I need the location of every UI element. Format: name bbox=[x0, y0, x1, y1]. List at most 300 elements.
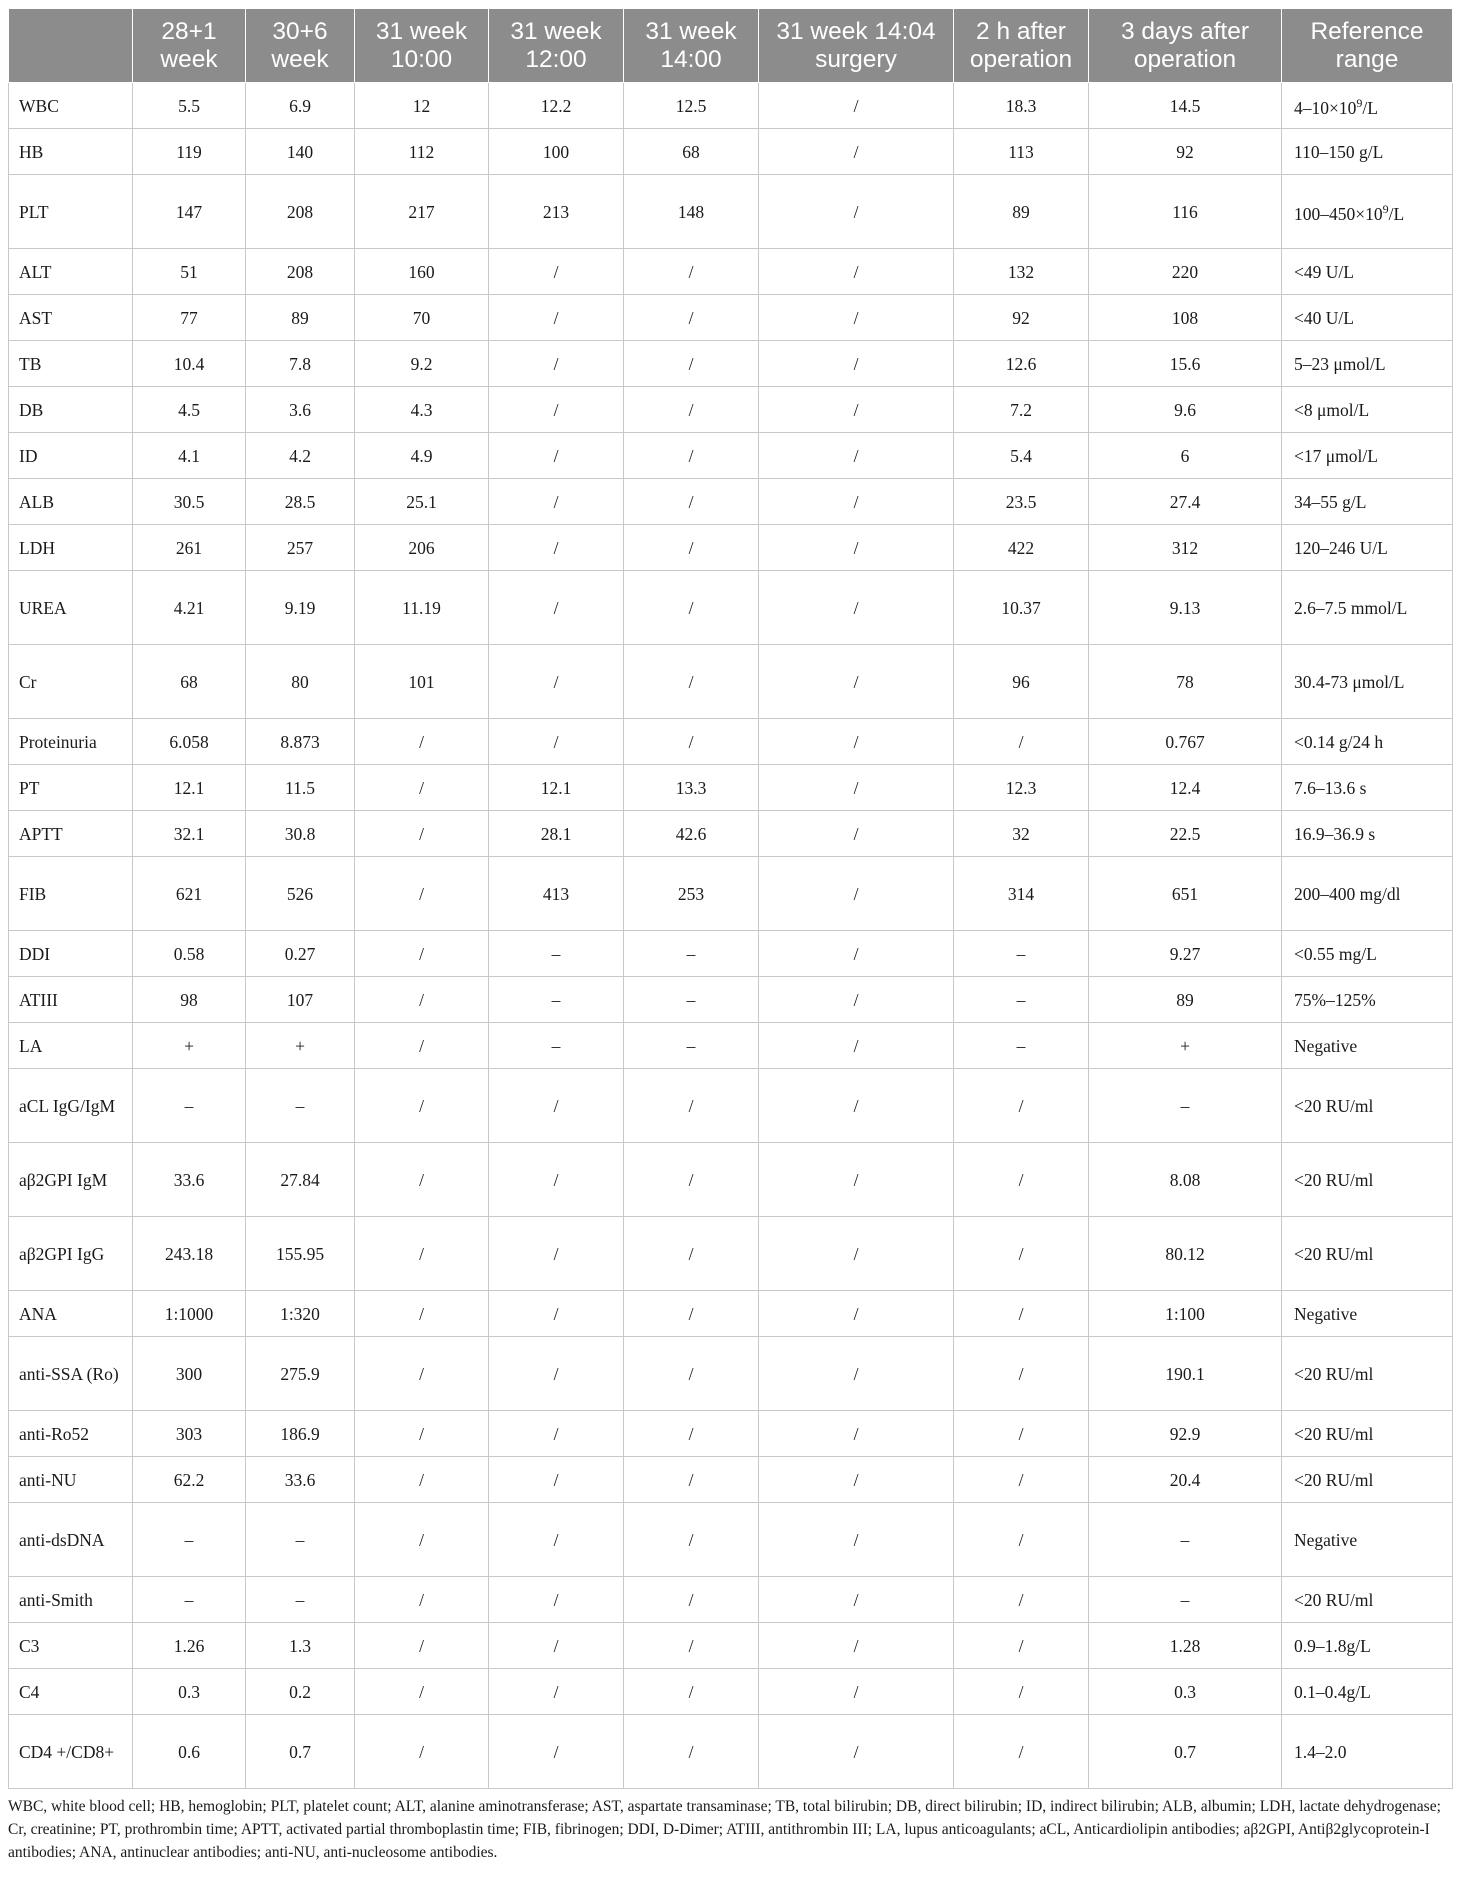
table-cell: / bbox=[489, 571, 624, 645]
table-cell: 243.18 bbox=[133, 1217, 246, 1291]
row-label: WBC bbox=[9, 83, 133, 129]
table-cell: / bbox=[355, 1623, 489, 1669]
table-cell: 12.1 bbox=[133, 765, 246, 811]
table-cell: / bbox=[355, 1457, 489, 1503]
table-cell: – bbox=[489, 1023, 624, 1069]
table-cell: 0.2 bbox=[246, 1669, 355, 1715]
column-header: 28+1 week bbox=[133, 9, 246, 83]
table-row bbox=[9, 571, 1453, 645]
table-cell: – bbox=[1089, 1577, 1282, 1623]
table-cell: 8.873 bbox=[246, 719, 355, 765]
table-cell: / bbox=[759, 1023, 954, 1069]
reference-range-text: 200–400 mg/dl bbox=[1294, 883, 1401, 904]
table-cell: 160 bbox=[355, 249, 489, 295]
table-cell: / bbox=[489, 295, 624, 341]
reference-range-cell bbox=[1282, 1715, 1453, 1789]
table-cell: / bbox=[759, 1457, 954, 1503]
table-cell: / bbox=[355, 1337, 489, 1411]
table-cell: / bbox=[489, 1457, 624, 1503]
table-row bbox=[9, 525, 1453, 571]
table-cell: 89 bbox=[246, 295, 355, 341]
table-row bbox=[9, 1577, 1453, 1623]
table-cell: / bbox=[759, 1291, 954, 1337]
reference-range-text: <0.55 mg/L bbox=[1294, 943, 1377, 964]
table-cell: 27.4 bbox=[1089, 479, 1282, 525]
table-cell: / bbox=[624, 1411, 759, 1457]
table-cell: / bbox=[624, 341, 759, 387]
table-cell: 147 bbox=[133, 175, 246, 249]
reference-range-text: 4–10×10 bbox=[1294, 98, 1357, 118]
table-cell: – bbox=[954, 931, 1089, 977]
table-cell: / bbox=[954, 1411, 1089, 1457]
table-cell: / bbox=[759, 341, 954, 387]
table-cell: 140 bbox=[246, 129, 355, 175]
row-label: C4 bbox=[9, 1669, 133, 1715]
table-cell: / bbox=[624, 1143, 759, 1217]
table-cell: 32.1 bbox=[133, 811, 246, 857]
table-cell: / bbox=[489, 479, 624, 525]
table-cell: – bbox=[246, 1069, 355, 1143]
table-cell: / bbox=[355, 1069, 489, 1143]
table-cell: 7.2 bbox=[954, 387, 1089, 433]
reference-range-exponent: 9 bbox=[1382, 202, 1389, 216]
table-cell: / bbox=[489, 525, 624, 571]
reference-range-text: 1.4–2.0 bbox=[1294, 1741, 1347, 1762]
table-cell: / bbox=[489, 387, 624, 433]
table-row bbox=[9, 1337, 1453, 1411]
reference-range-cell bbox=[1282, 83, 1453, 129]
table-cell: + bbox=[1089, 1023, 1282, 1069]
table-cell: / bbox=[759, 433, 954, 479]
column-header: 2 h after operation bbox=[954, 9, 1089, 83]
table-cell: 148 bbox=[624, 175, 759, 249]
table-cell: 116 bbox=[1089, 175, 1282, 249]
table-cell: / bbox=[489, 1291, 624, 1337]
reference-range-text: 7.6–13.6 s bbox=[1294, 777, 1367, 798]
table-cell: 5.5 bbox=[133, 83, 246, 129]
table-cell: / bbox=[954, 1143, 1089, 1217]
reference-range-text: <20 RU/ml bbox=[1294, 1095, 1374, 1116]
reference-range-unit: /L bbox=[1362, 98, 1378, 118]
table-cell: – bbox=[489, 977, 624, 1023]
table-cell: – bbox=[1089, 1069, 1282, 1143]
table-cell: 208 bbox=[246, 249, 355, 295]
table-row bbox=[9, 719, 1453, 765]
table-cell: / bbox=[954, 1715, 1089, 1789]
table-cell: 51 bbox=[133, 249, 246, 295]
table-cell: 18.3 bbox=[954, 83, 1089, 129]
column-header-blank bbox=[9, 9, 133, 83]
table-cell: 253 bbox=[624, 857, 759, 931]
row-label: anti-Smith bbox=[9, 1577, 133, 1623]
table-cell: 275.9 bbox=[246, 1337, 355, 1411]
table-cell: 12.2 bbox=[489, 83, 624, 129]
table-cell: 4.9 bbox=[355, 433, 489, 479]
row-label: TB bbox=[9, 341, 133, 387]
reference-range-text: Negative bbox=[1294, 1303, 1358, 1324]
table-row bbox=[9, 1457, 1453, 1503]
table-cell: 12.4 bbox=[1089, 765, 1282, 811]
reference-range-cell bbox=[1282, 1623, 1453, 1669]
table-cell: 0.3 bbox=[1089, 1669, 1282, 1715]
row-label: PLT bbox=[9, 175, 133, 249]
reference-range-cell bbox=[1282, 129, 1453, 175]
table-cell: 12.6 bbox=[954, 341, 1089, 387]
table-cell: / bbox=[624, 719, 759, 765]
table-cell: / bbox=[759, 1217, 954, 1291]
table-footnote: WBC, white blood cell; HB, hemoglobin; PLT, platelet count; ALT, alanine aminotransferase; AST, aspartate transaminase; TB, total bilirubin; DB, direct bilirubin; ID, indirect bilirubin; ALB, albumin; LDH, lactate dehydrogenase; Cr, creatinine; PT, prothrombin time; APTT, activated partial thromboplastin time; FIB, fibrinogen; DDI, D-Dimer; ATIII, antithrombin III; LA, lupus anticoagulants; aCL, Anticardiolipin antibodies; aβ2GPI, Antiβ2glycoprotein-I antibodies; ANA, antinuclear antibodies; anti-NU, anti-nucleosome antibodies. bbox=[8, 1798, 1441, 1861]
table-row bbox=[9, 1715, 1453, 1789]
reference-range-cell bbox=[1282, 387, 1453, 433]
table-cell: 4.2 bbox=[246, 433, 355, 479]
table-cell: / bbox=[355, 977, 489, 1023]
table-cell: – bbox=[133, 1069, 246, 1143]
table-row bbox=[9, 1069, 1453, 1143]
reference-range-text: <20 RU/ml bbox=[1294, 1589, 1374, 1610]
reference-range-text: <49 U/L bbox=[1294, 261, 1354, 282]
table-cell: 98 bbox=[133, 977, 246, 1023]
table-cell: / bbox=[489, 1411, 624, 1457]
table-cell: / bbox=[759, 1715, 954, 1789]
table-cell: / bbox=[489, 1143, 624, 1217]
table-cell: – bbox=[624, 977, 759, 1023]
table-cell: 1:100 bbox=[1089, 1291, 1282, 1337]
reference-range-cell bbox=[1282, 1337, 1453, 1411]
reference-range-unit: /L bbox=[1388, 204, 1405, 224]
table-cell: / bbox=[624, 433, 759, 479]
reference-range-cell bbox=[1282, 1023, 1453, 1069]
lab-results-table bbox=[8, 8, 1453, 1789]
table-cell: / bbox=[624, 1337, 759, 1411]
table-row bbox=[9, 1217, 1453, 1291]
row-label: Cr bbox=[9, 645, 133, 719]
table-cell: / bbox=[355, 811, 489, 857]
table-cell: 9.6 bbox=[1089, 387, 1282, 433]
column-header: 3 days after operation bbox=[1089, 9, 1282, 83]
reference-range-cell bbox=[1282, 811, 1453, 857]
reference-range-text: <17 μmol/L bbox=[1294, 445, 1378, 466]
column-header: 31 week 12:00 bbox=[489, 9, 624, 83]
table-cell: 9.13 bbox=[1089, 571, 1282, 645]
table-cell: 5.4 bbox=[954, 433, 1089, 479]
reference-range-text: 120–246 U/L bbox=[1294, 537, 1388, 558]
table-cell: / bbox=[355, 1577, 489, 1623]
table-cell: 413 bbox=[489, 857, 624, 931]
table-cell: 11.19 bbox=[355, 571, 489, 645]
table-cell: / bbox=[489, 1069, 624, 1143]
row-label: LDH bbox=[9, 525, 133, 571]
table-cell: – bbox=[133, 1577, 246, 1623]
table-cell: 217 bbox=[355, 175, 489, 249]
table-cell: 4.21 bbox=[133, 571, 246, 645]
table-cell: 1.3 bbox=[246, 1623, 355, 1669]
table-cell: / bbox=[954, 1069, 1089, 1143]
reference-range-text: 0.9–1.8g/L bbox=[1294, 1635, 1371, 1656]
reference-range-cell bbox=[1282, 765, 1453, 811]
row-label: AST bbox=[9, 295, 133, 341]
table-cell: 312 bbox=[1089, 525, 1282, 571]
table-cell: 68 bbox=[133, 645, 246, 719]
table-row bbox=[9, 645, 1453, 719]
table-row bbox=[9, 1503, 1453, 1577]
table-cell: 62.2 bbox=[133, 1457, 246, 1503]
table-cell: 8.08 bbox=[1089, 1143, 1282, 1217]
table-cell: / bbox=[489, 1503, 624, 1577]
table-cell: 7.8 bbox=[246, 341, 355, 387]
document bbox=[8, 8, 1452, 1864]
reference-range-text: Negative bbox=[1294, 1035, 1358, 1056]
table-cell: 15.6 bbox=[1089, 341, 1282, 387]
table-cell: 0.3 bbox=[133, 1669, 246, 1715]
table-cell: 9.2 bbox=[355, 341, 489, 387]
reference-range-cell bbox=[1282, 1411, 1453, 1457]
table-cell: 78 bbox=[1089, 645, 1282, 719]
table-cell: 77 bbox=[133, 295, 246, 341]
table-cell: / bbox=[759, 1337, 954, 1411]
reference-range-text: <0.14 g/24 h bbox=[1294, 731, 1384, 752]
row-label: anti-Ro52 bbox=[9, 1411, 133, 1457]
table-cell: / bbox=[759, 1411, 954, 1457]
table-cell: / bbox=[759, 129, 954, 175]
reference-range-cell bbox=[1282, 1143, 1453, 1217]
row-label: aβ2GPI IgM bbox=[9, 1143, 133, 1217]
reference-range-text: 75%–125% bbox=[1294, 989, 1376, 1010]
row-label: aCL IgG/IgM bbox=[9, 1069, 133, 1143]
table-cell: – bbox=[133, 1503, 246, 1577]
reference-range-cell bbox=[1282, 1457, 1453, 1503]
reference-range-text: 110–150 g/L bbox=[1294, 141, 1384, 162]
table-cell: / bbox=[759, 811, 954, 857]
table-cell: 12 bbox=[355, 83, 489, 129]
table-cell: 621 bbox=[133, 857, 246, 931]
reference-range-text: <20 RU/ml bbox=[1294, 1169, 1374, 1190]
table-cell: 108 bbox=[1089, 295, 1282, 341]
table-row bbox=[9, 1669, 1453, 1715]
table-cell: 100 bbox=[489, 129, 624, 175]
table-cell: 28.5 bbox=[246, 479, 355, 525]
table-cell: 526 bbox=[246, 857, 355, 931]
row-label: LA bbox=[9, 1023, 133, 1069]
table-cell: 422 bbox=[954, 525, 1089, 571]
table-cell: / bbox=[355, 765, 489, 811]
reference-range-text: 100–450×10 bbox=[1294, 204, 1383, 224]
table-cell: / bbox=[624, 1669, 759, 1715]
reference-range-text: 2.6–7.5 mmol/L bbox=[1294, 597, 1408, 618]
table-row bbox=[9, 433, 1453, 479]
table-cell: / bbox=[624, 571, 759, 645]
table-cell: 0.58 bbox=[133, 931, 246, 977]
table-cell: + bbox=[246, 1023, 355, 1069]
row-label: DDI bbox=[9, 931, 133, 977]
table-cell: 186.9 bbox=[246, 1411, 355, 1457]
reference-range-text: <40 U/L bbox=[1294, 307, 1354, 328]
reference-range-cell bbox=[1282, 645, 1453, 719]
table-cell: 107 bbox=[246, 977, 355, 1023]
table-cell: 257 bbox=[246, 525, 355, 571]
table-cell: 113 bbox=[954, 129, 1089, 175]
column-header: 31 week 14:04 surgery bbox=[759, 9, 954, 83]
table-cell: 0.6 bbox=[133, 1715, 246, 1789]
table-cell: / bbox=[489, 433, 624, 479]
table-cell: 0.27 bbox=[246, 931, 355, 977]
table-cell: 208 bbox=[246, 175, 355, 249]
table-cell: / bbox=[759, 977, 954, 1023]
reference-range-text: 0.1–0.4g/L bbox=[1294, 1681, 1371, 1702]
table-cell: 1:320 bbox=[246, 1291, 355, 1337]
reference-range-text: <20 RU/ml bbox=[1294, 1243, 1374, 1264]
table-cell: 80 bbox=[246, 645, 355, 719]
table-cell: 32 bbox=[954, 811, 1089, 857]
table-cell: – bbox=[624, 931, 759, 977]
table-cell: / bbox=[489, 645, 624, 719]
table-cell: / bbox=[355, 1411, 489, 1457]
row-label: DB bbox=[9, 387, 133, 433]
column-header: 31 week 14:00 bbox=[624, 9, 759, 83]
reference-range-cell bbox=[1282, 931, 1453, 977]
row-label: FIB bbox=[9, 857, 133, 931]
reference-range-cell bbox=[1282, 433, 1453, 479]
table-cell: / bbox=[954, 1623, 1089, 1669]
reference-range-cell bbox=[1282, 295, 1453, 341]
row-label: PT bbox=[9, 765, 133, 811]
reference-range-cell bbox=[1282, 479, 1453, 525]
table-cell: 89 bbox=[1089, 977, 1282, 1023]
table-cell: / bbox=[759, 931, 954, 977]
table-cell: / bbox=[759, 1069, 954, 1143]
reference-range-cell bbox=[1282, 719, 1453, 765]
table-cell: 80.12 bbox=[1089, 1217, 1282, 1291]
table-cell: / bbox=[759, 525, 954, 571]
reference-range-cell bbox=[1282, 1503, 1453, 1577]
table-cell: 10.37 bbox=[954, 571, 1089, 645]
reference-range-cell bbox=[1282, 341, 1453, 387]
table-cell: / bbox=[624, 1623, 759, 1669]
table-row bbox=[9, 129, 1453, 175]
table-cell: / bbox=[624, 1069, 759, 1143]
table-row bbox=[9, 1143, 1453, 1217]
table-cell: 42.6 bbox=[624, 811, 759, 857]
reference-range-text: <20 RU/ml bbox=[1294, 1423, 1374, 1444]
table-cell: / bbox=[489, 1217, 624, 1291]
table-cell: 70 bbox=[355, 295, 489, 341]
table-cell: 3.6 bbox=[246, 387, 355, 433]
table-cell: / bbox=[489, 719, 624, 765]
table-cell: – bbox=[246, 1503, 355, 1577]
table-cell: 30.5 bbox=[133, 479, 246, 525]
table-cell: / bbox=[355, 1715, 489, 1789]
table-cell: / bbox=[489, 341, 624, 387]
table-cell: 27.84 bbox=[246, 1143, 355, 1217]
table-cell: / bbox=[759, 719, 954, 765]
table-cell: – bbox=[954, 1023, 1089, 1069]
table-cell: 33.6 bbox=[246, 1457, 355, 1503]
table-cell: / bbox=[355, 931, 489, 977]
reference-range-text: Negative bbox=[1294, 1529, 1358, 1550]
table-cell: / bbox=[759, 765, 954, 811]
reference-range-cell bbox=[1282, 977, 1453, 1023]
table-cell: 20.4 bbox=[1089, 1457, 1282, 1503]
table-cell: / bbox=[355, 1291, 489, 1337]
table-cell: – bbox=[1089, 1503, 1282, 1577]
reference-range-cell bbox=[1282, 1291, 1453, 1337]
table-row bbox=[9, 1411, 1453, 1457]
table-cell: / bbox=[759, 1143, 954, 1217]
table-cell: 4.5 bbox=[133, 387, 246, 433]
table-cell: 13.3 bbox=[624, 765, 759, 811]
table-cell: 1.28 bbox=[1089, 1623, 1282, 1669]
reference-range-text: 5–23 μmol/L bbox=[1294, 353, 1386, 374]
table-row bbox=[9, 931, 1453, 977]
row-label: Proteinuria bbox=[9, 719, 133, 765]
table-cell: / bbox=[489, 1337, 624, 1411]
table-body bbox=[9, 83, 1453, 1789]
row-label: APTT bbox=[9, 811, 133, 857]
table-cell: 12.1 bbox=[489, 765, 624, 811]
table-row bbox=[9, 479, 1453, 525]
reference-range-text: 16.9–36.9 s bbox=[1294, 823, 1376, 844]
table-cell: / bbox=[489, 1669, 624, 1715]
table-cell: / bbox=[624, 1457, 759, 1503]
table-cell: 155.95 bbox=[246, 1217, 355, 1291]
table-cell: / bbox=[954, 1669, 1089, 1715]
table-cell: 0.7 bbox=[1089, 1715, 1282, 1789]
table-row bbox=[9, 175, 1453, 249]
table-cell: 92 bbox=[954, 295, 1089, 341]
row-label: ATIII bbox=[9, 977, 133, 1023]
table-cell: / bbox=[355, 1503, 489, 1577]
table-cell: – bbox=[954, 977, 1089, 1023]
table-cell: / bbox=[759, 645, 954, 719]
row-label: HB bbox=[9, 129, 133, 175]
reference-range-cell bbox=[1282, 571, 1453, 645]
row-label: ANA bbox=[9, 1291, 133, 1337]
column-header: 30+6 week bbox=[246, 9, 355, 83]
row-label: ALT bbox=[9, 249, 133, 295]
table-row bbox=[9, 857, 1453, 931]
table-cell: 1.26 bbox=[133, 1623, 246, 1669]
table-cell: 132 bbox=[954, 249, 1089, 295]
table-cell: / bbox=[954, 1217, 1089, 1291]
row-label: ID bbox=[9, 433, 133, 479]
row-label: UREA bbox=[9, 571, 133, 645]
table-row bbox=[9, 295, 1453, 341]
table-cell: 96 bbox=[954, 645, 1089, 719]
reference-range-cell bbox=[1282, 857, 1453, 931]
table-cell: / bbox=[355, 719, 489, 765]
table-cell: / bbox=[624, 525, 759, 571]
table-cell: / bbox=[355, 1023, 489, 1069]
table-cell: 4.1 bbox=[133, 433, 246, 479]
table-cell: 22.5 bbox=[1089, 811, 1282, 857]
reference-range-cell bbox=[1282, 1577, 1453, 1623]
table-cell: 190.1 bbox=[1089, 1337, 1282, 1411]
table-cell: 6.058 bbox=[133, 719, 246, 765]
table-cell: / bbox=[624, 479, 759, 525]
table-cell: 0.7 bbox=[246, 1715, 355, 1789]
table-cell: / bbox=[954, 1337, 1089, 1411]
row-label: anti-NU bbox=[9, 1457, 133, 1503]
table-cell: 10.4 bbox=[133, 341, 246, 387]
reference-range-cell bbox=[1282, 249, 1453, 295]
table-cell: 300 bbox=[133, 1337, 246, 1411]
table-cell: 651 bbox=[1089, 857, 1282, 931]
table-cell: / bbox=[759, 249, 954, 295]
table-cell: / bbox=[355, 1217, 489, 1291]
table-cell: 92 bbox=[1089, 129, 1282, 175]
row-label: aβ2GPI IgG bbox=[9, 1217, 133, 1291]
table-row bbox=[9, 341, 1453, 387]
table-cell: / bbox=[624, 1577, 759, 1623]
